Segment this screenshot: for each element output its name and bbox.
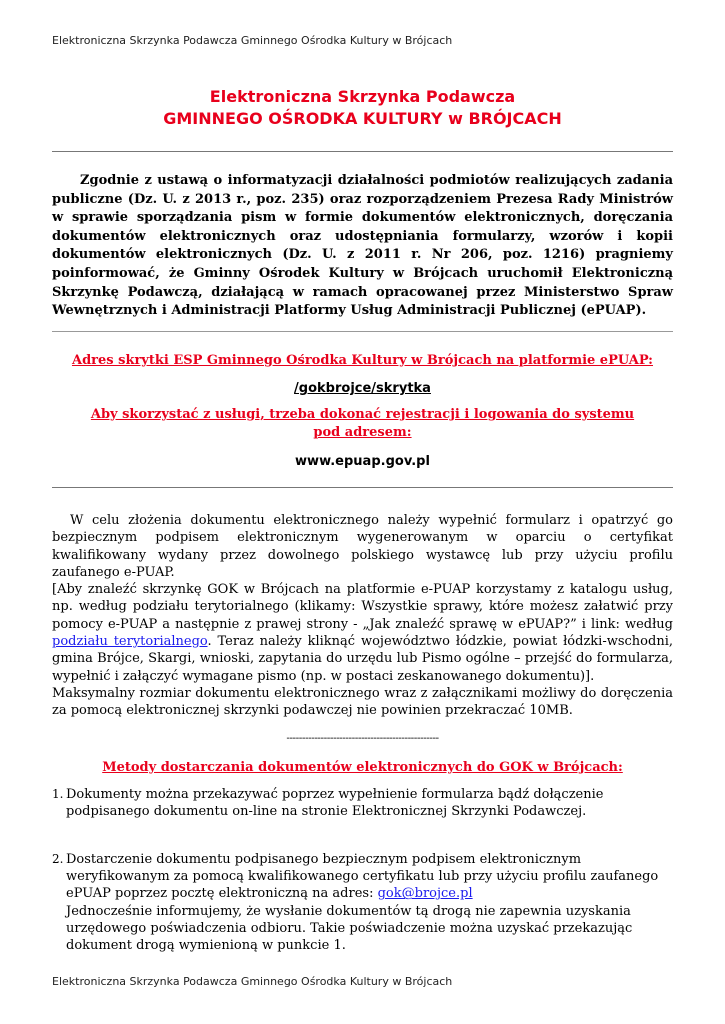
body-paragraph-2 (52, 581, 673, 685)
list-item-text: Dokumenty można przekazywać poprzez wypełnienie formularza bądź dołączenie podpisanego dokumentu on-line na stronie Elektronicznej Skrzynki Podawczej. (66, 787, 604, 820)
esp-address (52, 379, 673, 397)
instructions-body (52, 512, 673, 720)
intro-text: Zgodnie z ustawą o informatyzacji działalności podmiotów realizujących zadania publiczne (Dz. U. z 2013 r., poz. 235) oraz rozporządzeniem Prezesa Rady Ministrów w sprawie sporządzania pism w formie dokumentów elektronicznych, doręczania dokumentów elektronicznych oraz udostępniania formularzy, wzorów i kopii dokumentów elektronicznych (Dz. U. z 2011 r. Nr 206, poz. 1216) pragniemy poinformować, że Gminny Ośrodek Kultury w Brójcach uruchomił Elektroniczną Skrzynkę Podawczą, działającą w ramach opracowanej przez Ministerstwo Spraw Wewnętrznych i Administracji Platformy Usług Administracji Publicznej (ePUAP). (52, 173, 673, 319)
separator: ------------------------------------------------- (286, 733, 439, 744)
list-item (52, 851, 673, 954)
esp-address-heading-text: Adres skrytki ESP Gminnego Ośrodka Kultury w Brójcach na platformie ePUAP: (71, 353, 653, 368)
list-number: 2. (52, 852, 64, 866)
email-link[interactable]: gok@brojce.pl (377, 886, 473, 902)
body-paragraph-1: W celu złożenia dokumentu elektronicznego należy wypełnić formularz i opatrzyć go bezpiecznym podpisem elektronicznym wygenerowanym w oparciu o certyfikat kwalifikowany wydany przez dowolnego polskiego wystawcę lub przy użyciu profilu zaufanego e-PUAP. (52, 513, 673, 580)
register-instruction (52, 406, 673, 442)
body-paragraph-2-text: [Aby znaleźć skrzynkę GOK w Brójcach na platformie e-PUAP korzystamy z katalogu usług, np. według podziału terytorialnego (klikamy: Wszystkie sprawy, które możesz załatwić przy pomocy e-PUAP a następnie z prawej strony - „Jak znaleźć sprawę w ePUAP?” i link: według (52, 582, 673, 632)
esp-address-text: /gokbrojce/skrytka (294, 381, 431, 396)
list-item-text (66, 851, 673, 903)
list-number: 1. (52, 787, 64, 801)
intro-paragraph (52, 172, 673, 321)
divider (52, 487, 673, 488)
title-line-1: Elektroniczna Skrzynka Podawcza (209, 87, 516, 106)
list-item-note: Jednocześnie informujemy, że wysłanie dokumentów tą drogą nie zapewnia uzyskania urzędowego poświadczenia odbioru. Takie poświadczenie można uzyskać przekazując dokument drogą wymienioną w punkcie 1. (66, 903, 633, 954)
list-item-text-lead: Dostarczenie dokumentu podpisanego bezpiecznym podpisem elektronicznym weryfikowanym za pomocą kwalifikowanego certyfikatu lub przy użyciu profilu zaufanego ePUAP poprzez pocztę elektroniczną na adres: (66, 852, 659, 902)
register-line-2: pod adresem: (313, 425, 412, 440)
register-line-1: Aby skorzystać z usługi, trzeba dokonać rejestracji i logowania do systemu (90, 407, 635, 422)
list-item (52, 786, 673, 820)
running-footer: Elektroniczna Skrzynka Podawcza Gminnego Ośrodka Kultury w Brójcach (52, 975, 453, 988)
page-title (0, 86, 725, 130)
body-paragraph-2-tail: . Teraz należy kliknąć województwo łódzkie, powiat łódzki-wschodni, gmina Brójce, Skargi, wnioski, zapytania do urzędu lub Pismo ogólne – przejść do formularza, wypełnić i załączyć wymagane pismo (np. w postaci zeskanowanego dokumentu)]. (52, 634, 673, 684)
esp-address-heading (52, 351, 673, 370)
body-paragraph-3: Maksymalny rozmiar dokumentu elektronicznego wraz z załącznikami możliwy do doręczenia za pomocą elektronicznej skrzynki podawczej nie powinien przekraczać 10MB. (52, 685, 673, 719)
title-line-2: GMINNEGO OŚRODKA KULTURY w BRÓJCACH (163, 109, 562, 128)
running-header: Elektroniczna Skrzynka Podawcza Gminnego Ośrodka Kultury w Brójcach (52, 34, 453, 47)
list-item-body (66, 851, 673, 954)
methods-heading (52, 758, 673, 777)
divider (52, 151, 673, 152)
epuap-url-link[interactable]: www.epuap.gov.pl (295, 454, 430, 469)
territorial-division-link[interactable]: podziału terytorialnego (52, 634, 208, 650)
divider (52, 331, 673, 332)
methods-heading-text: Metody dostarczania dokumentów elektronicznych do GOK w Brójcach: (102, 760, 623, 775)
epuap-url[interactable] (52, 452, 673, 470)
